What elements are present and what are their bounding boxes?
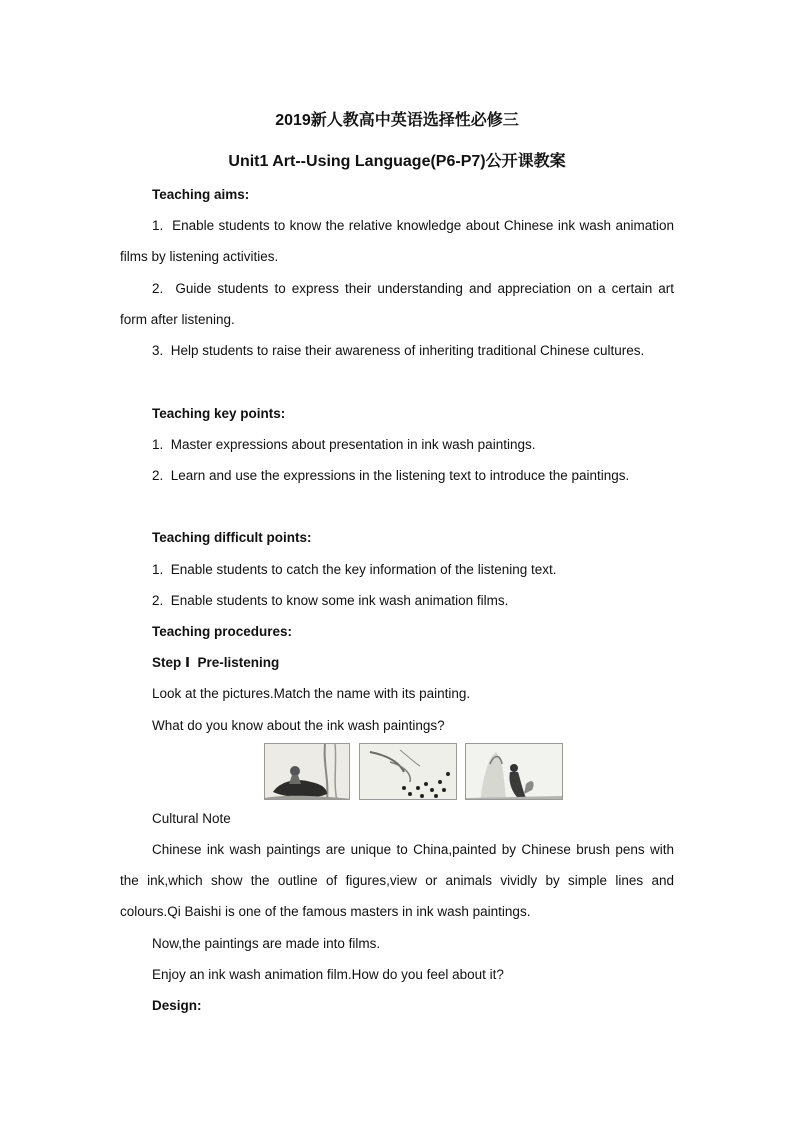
ink-painting-figures-icon bbox=[465, 743, 563, 800]
step1-heading: Step Ⅰ Pre-listening bbox=[152, 655, 280, 670]
teaching-aim-3: 3. Help students to raise their awareness of inheriting traditional Chinese cultures. bbox=[152, 343, 645, 358]
key-points-heading: Teaching key points: bbox=[152, 406, 286, 421]
cultural-note-heading: Cultural Note bbox=[152, 811, 231, 826]
films-line: Now,the paintings are made into films. bbox=[152, 936, 381, 951]
teaching-aims-heading: Teaching aims: bbox=[152, 187, 250, 202]
difficult-point-2: 2. Enable students to know some ink wash animation films. bbox=[152, 593, 509, 608]
cultural-note-text: Chinese ink wash paintings are unique to China,painted by Chinese brush pens with the ink,which show the outline of figures,view or animals vividly by simple lines and colours.Qi Baishi is one of the famous masters in ink wash paintings. bbox=[120, 842, 674, 919]
teaching-aim-1: 1. Enable students to know the relative knowledge about Chinese ink wash animation films by listening activities. bbox=[120, 218, 674, 264]
difficult-points-heading: Teaching difficult points: bbox=[152, 530, 312, 545]
enjoy-line: Enjoy an ink wash animation film.How do you feel about it? bbox=[152, 967, 504, 982]
difficult-point-1: 1. Enable students to catch the key information of the listening text. bbox=[152, 562, 557, 577]
ink-painting-pictures bbox=[264, 743, 564, 800]
step1-question: What do you know about the ink wash paintings? bbox=[152, 718, 445, 733]
document-title-line1: 2019新人教高中英语选择性必修三 bbox=[275, 112, 519, 129]
document-title-line2: Unit1 Art--Using Language(P6-P7)公开课教案 bbox=[228, 153, 566, 170]
teaching-aim-2: 2. Guide students to express their understanding and appreciation on a certain art form after listening. bbox=[120, 281, 674, 327]
key-point-2: 2. Learn and use the expressions in the listening text to introduce the paintings. bbox=[152, 468, 630, 483]
step1-instruction: Look at the pictures.Match the name with its painting. bbox=[152, 686, 471, 701]
procedures-heading: Teaching procedures: bbox=[152, 624, 293, 639]
key-point-1: 1. Master expressions about presentation in ink wash paintings. bbox=[152, 437, 536, 452]
ink-painting-shrimp-tadpoles-icon bbox=[359, 743, 457, 800]
ink-painting-buffalo-icon bbox=[264, 743, 350, 800]
design-heading: Design: bbox=[152, 998, 202, 1013]
